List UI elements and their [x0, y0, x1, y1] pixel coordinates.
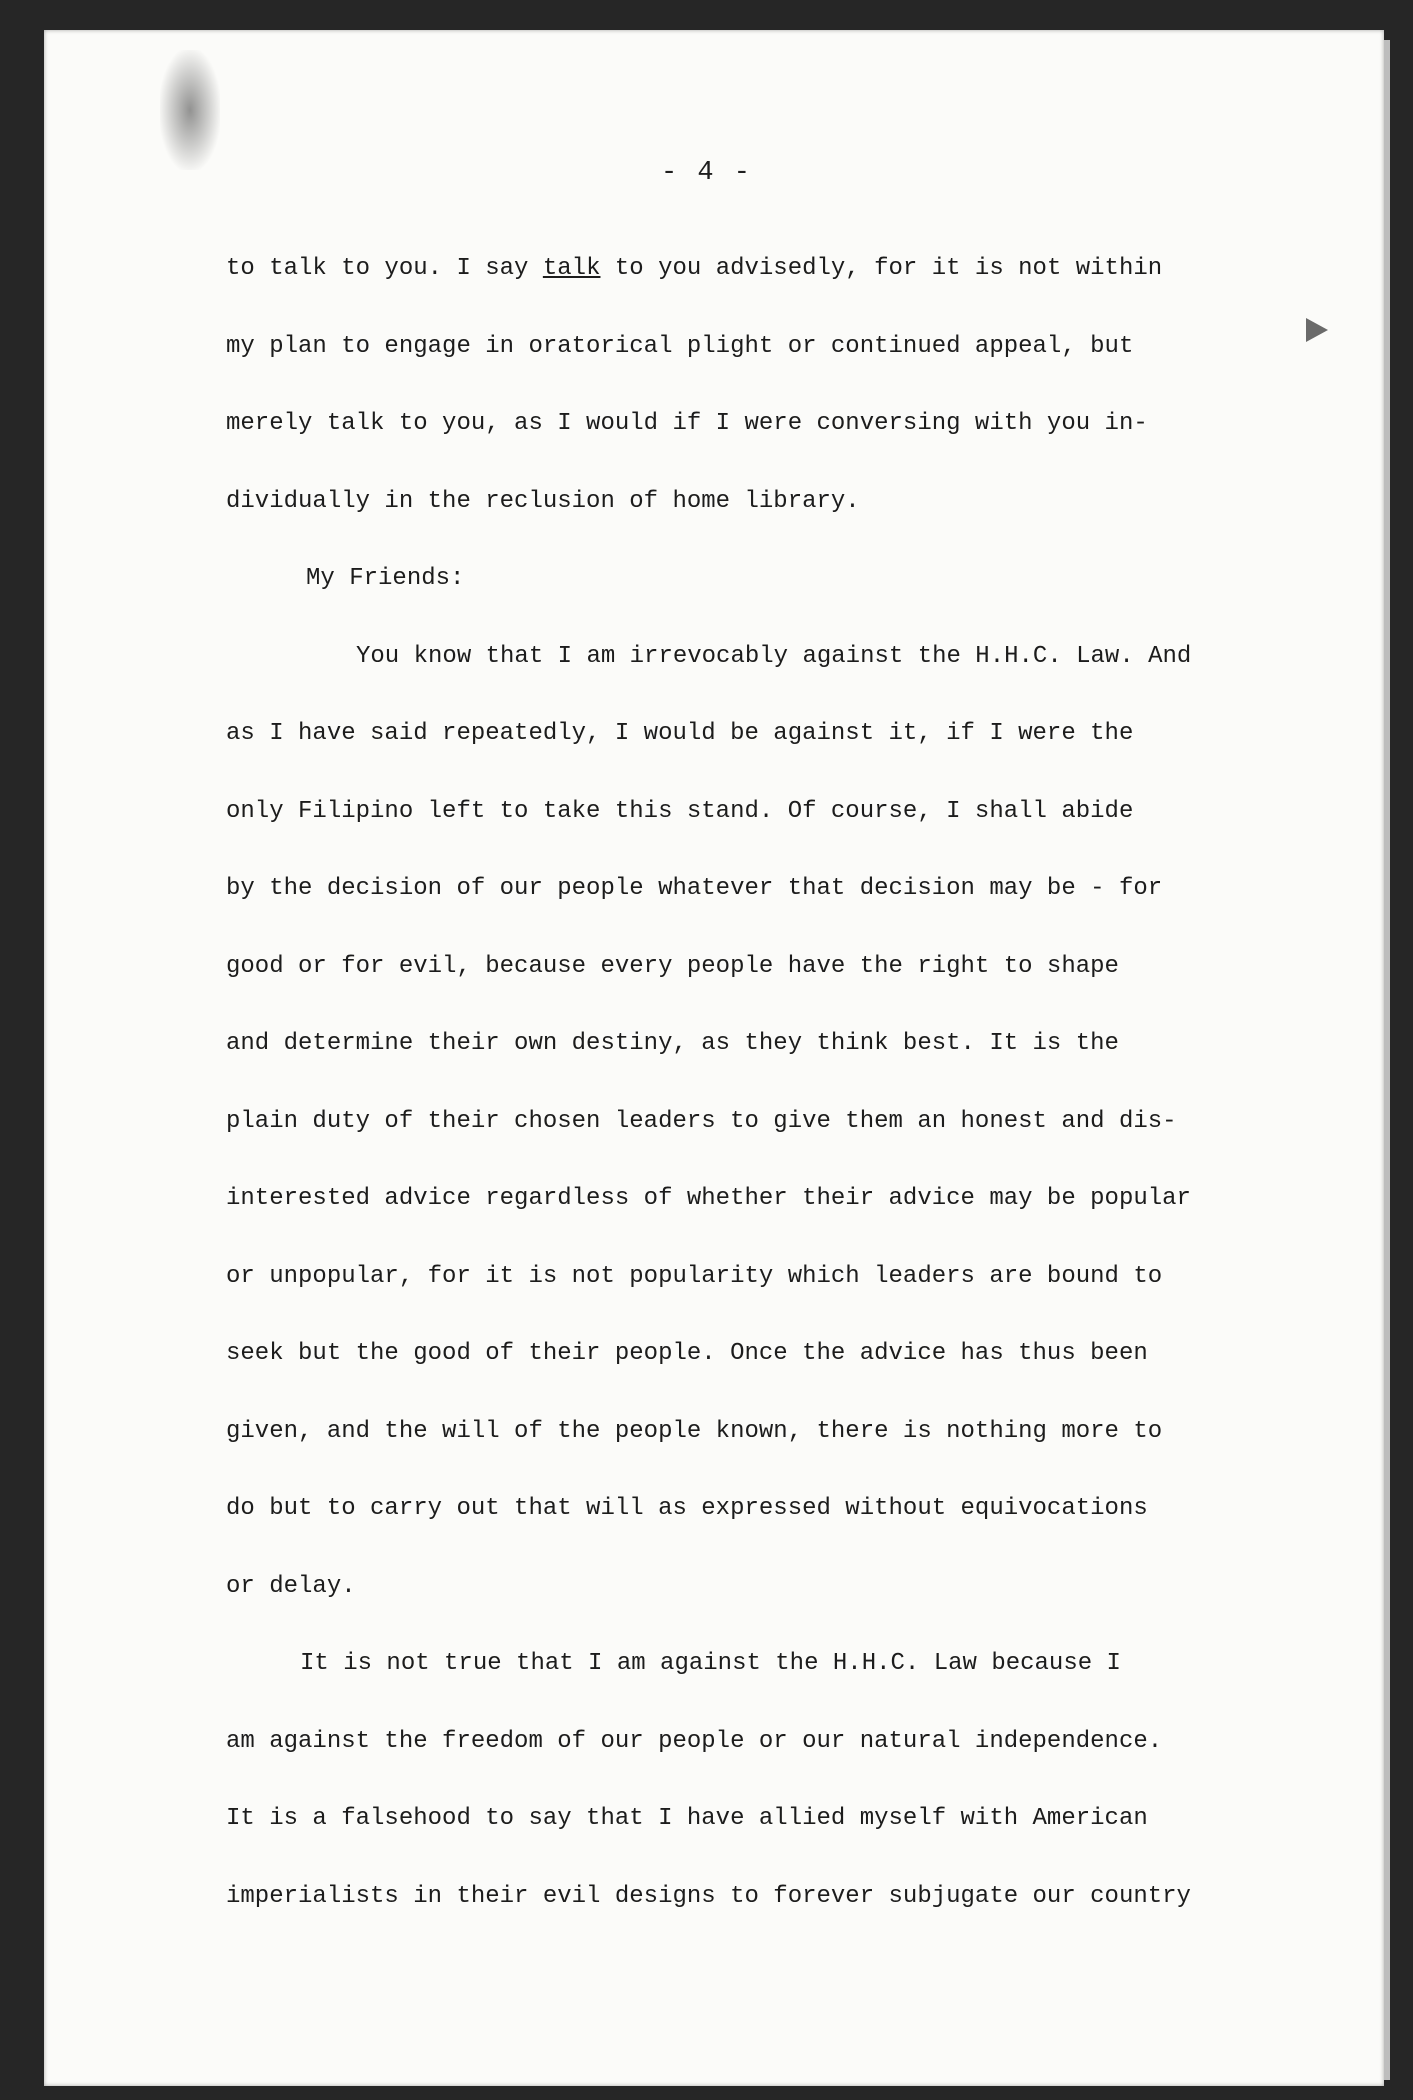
text-line: good or for evil, because every people have the right to shape: [226, 952, 1119, 980]
document-body: [226, 230, 1286, 1935]
text-line: do but to carry out that will as expressed without equivocations: [226, 1495, 1148, 1522]
text-line: interested advice regardless of whether their advice may be popular: [226, 1185, 1191, 1212]
text-line: my plan to engage in oratorical plight or continued appeal, but: [226, 332, 1134, 360]
page-number: - 4 -: [660, 158, 752, 188]
text-line: It is a falsehood to say that I have allied myself with American: [226, 1805, 1148, 1832]
text-line: seek but the good of their people. Once the advice has thus been: [226, 1340, 1148, 1367]
margin-tab-mark: [1306, 318, 1328, 342]
text-line: imperialists in their evil designs to forever subjugate our country: [226, 1882, 1191, 1910]
text-segment: to talk to you. I say: [226, 255, 543, 282]
text-line: as I have said repeatedly, I would be against it, if I were the: [226, 720, 1134, 747]
salutation: My Friends:: [306, 565, 465, 592]
text-segment: to you advisedly, for it is not within: [600, 255, 1163, 282]
text-line: only Filipino left to take this stand. Of course, I shall abide: [226, 797, 1134, 825]
text-line: You know that I am irrevocably against the H.H.C. Law. And: [356, 642, 1192, 670]
text-line: am against the freedom of our people or our natural independence.: [226, 1727, 1163, 1755]
paper-edge: [1384, 40, 1390, 2080]
text-line: given, and the will of the people known, there is nothing more to: [226, 1417, 1163, 1445]
text-line: by the decision of our people whatever that decision may be - for: [226, 875, 1163, 902]
text-line: or delay.: [226, 1572, 356, 1600]
text-line: or unpopular, for it is not popularity which leaders are bound to: [226, 1262, 1163, 1290]
text-line: plain duty of their chosen leaders to give them an honest and dis-: [226, 1107, 1177, 1135]
text-line: dividually in the reclusion of home library.: [226, 487, 860, 515]
text-line: merely talk to you, as I would if I were conversing with you in-: [226, 410, 1148, 437]
ink-smudge: [160, 50, 220, 170]
text-line: [226, 230, 1286, 308]
text-line: and determine their own destiny, as they think best. It is the: [226, 1030, 1119, 1057]
underlined-word: talk: [542, 255, 601, 282]
text-line: It is not true that I am against the H.H.C. Law because I: [300, 1650, 1121, 1677]
